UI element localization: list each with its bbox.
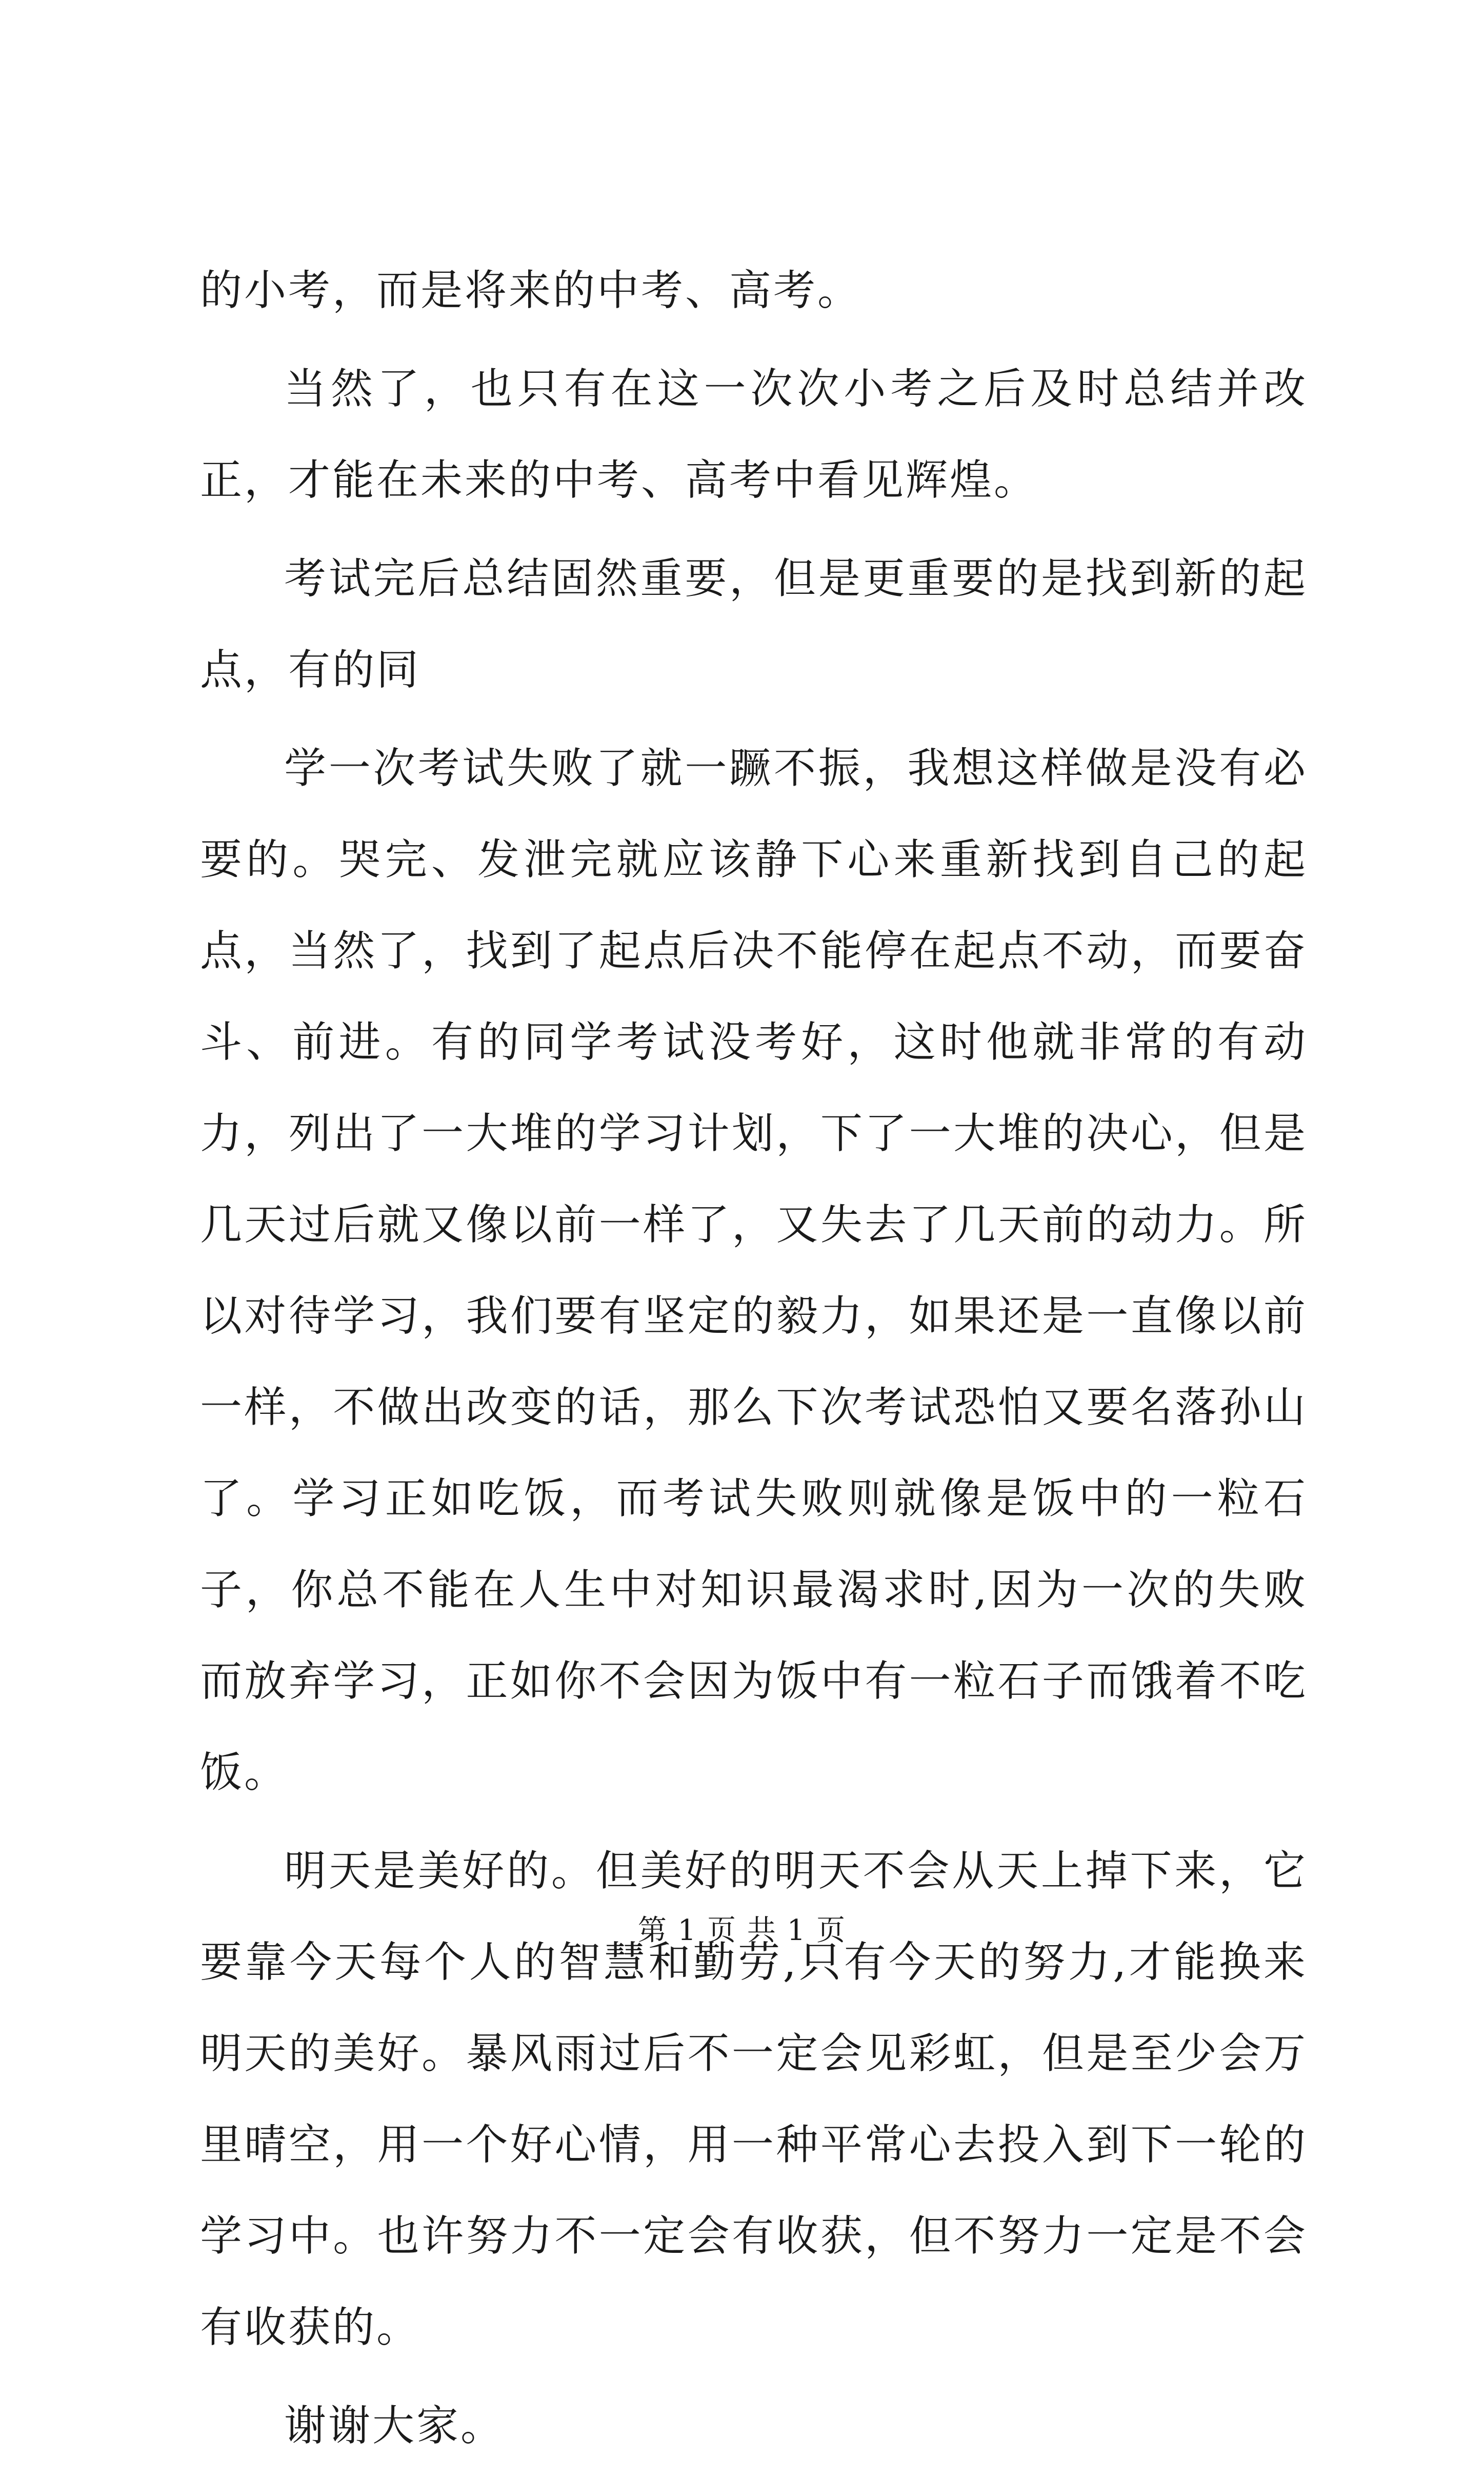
paragraph-4: 学一次考试失败了就一蹶不振，我想这样做是没有必要的。哭完、发泄完就应该静下心来重新找到自己的起点，当然了，找到了起点后决不能停在起点不动，而要奋斗、前进。有的同学考试没考好，这时他就非常的有动力，列出了一大堆的学习计划，下了一大堆的决心，但是几天过后就又像以前一样了，又失去了几天前的动力。所以对待学习，我们要有坚定的毅力，如果还是一直像以前一样，不做出改变的话，那么下次考试恐怕又要名落孙山了。学习正如吃饭，而考试失败则就像是饭中的一粒石子，你总不能在人生中对知识最渴求时,因为一次的失败而放弃学习，正如你不会因为饭中有一粒石子而饿着不吃饭。 bbox=[200, 744, 1308, 1797]
paragraph-1: 的小考，而是将来的中考、高考。 bbox=[200, 266, 862, 315]
paragraph-5: 明天是美好的。但美好的明天不会从天上掉下来，它要靠今天每个人的智慧和勤劳,只有今天的努力,才能换来明天的美好。暴风雨过后不一定会见彩虹，但是至少会万里晴空，用一个好心情，用一种平常心去投入到下一轮的学习中。也许努力不一定会有收获，但不努力一定是不会有收获的。 bbox=[200, 1847, 1308, 2352]
page-footer: 第 1 页 共 1 页 bbox=[637, 1914, 847, 1947]
document-body bbox=[200, 245, 1308, 2479]
paragraph-2: 当然了，也只有在这一次次小考之后及时总结并改正，才能在未来的中考、高考中看见辉煌。 bbox=[200, 365, 1308, 505]
paragraph-3: 考试完后总结固然重要，但是更重要的是找到新的起点，有的同 bbox=[200, 554, 1308, 694]
paragraph-6: 谢谢大家。 bbox=[284, 2402, 505, 2450]
